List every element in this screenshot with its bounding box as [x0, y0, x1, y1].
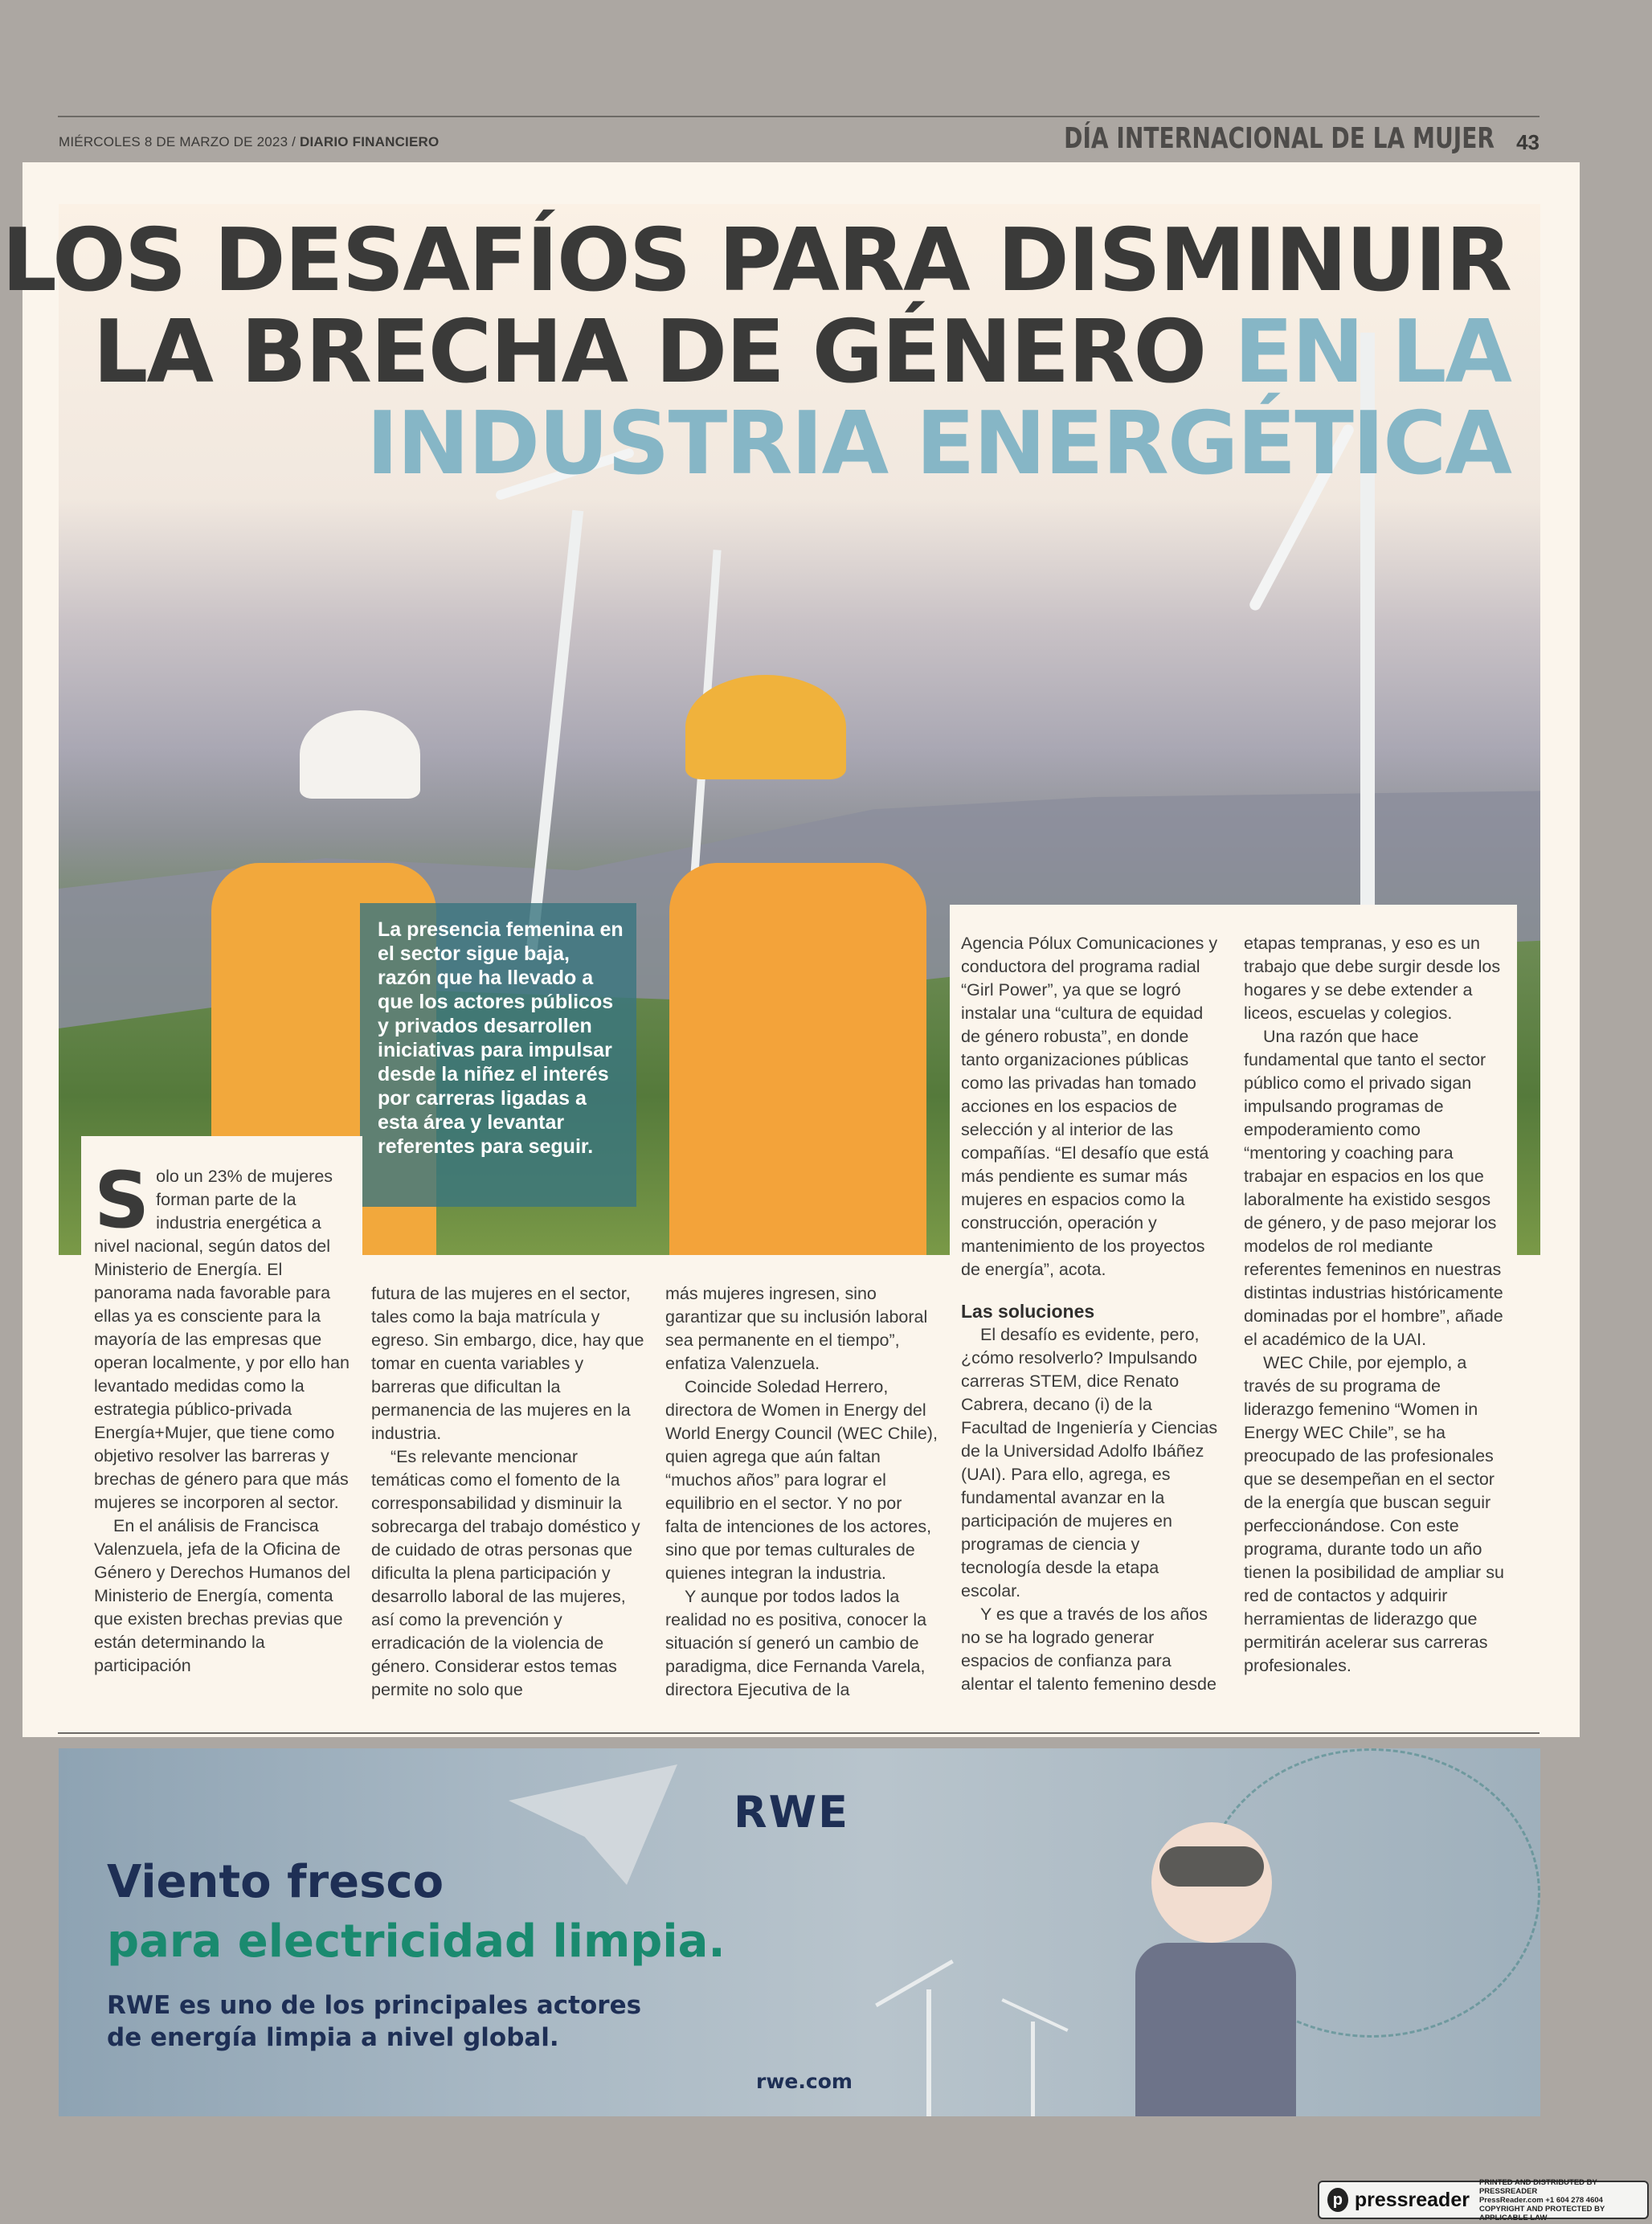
top-rule — [58, 116, 1540, 117]
paragraph: Una razón que hace fundamental que tanto el sector público como el privado sigan impulsando programas de empoderamiento como “mentoring y coaching para trabajar en espacios en los que laboralmente ha existido sesgos de género, y de paso mejorar los modelos de rol mediante referentes femeninos en nuestras distintas industrias históricamente dominadas por el hombre”, añade el académico de la UAI. — [1244, 1027, 1503, 1349]
headline: LOS DESAFÍOS PARA DISMINUIR LA BRECHA DE GÉNERO EN LA INDUSTRIA ENERGÉTICA — [2, 211, 1511, 494]
child-aviator-photo — [1119, 1822, 1328, 2116]
paragraph: Y aunque por todos lados la realidad no es positiva, conocer la situación sí generó un cambio de paradigma, dice Fernanda Varela, directora Ejecutiva de la — [665, 1587, 927, 1699]
pressreader-name: pressreader — [1354, 2188, 1470, 2211]
ad-headline: Viento fresco — [107, 1856, 444, 1908]
section-title: DÍA INTERNACIONAL DE LA MUJER — [1064, 122, 1495, 155]
paragraph: En el análisis de Francisca Valenzuela, jefa de la Oficina de Género y Derechos Humanos del Ministerio de Energía, comenta que existen brechas previas que están determinando la participación — [94, 1516, 351, 1675]
paragraph: WEC Chile, por ejemplo, a través de su programa de liderazgo femenino “Women in Energy WEC Chile”, se ha preocupado de las profesionales que se desempeñan en el sector de la energía que buscan seguir perfeccionándose. Con este programa, durante todo un año tienen la posibilidad de ampliar su red de contactos y adquirir herramientas de liderazgo que permitirán acelerar sus carreras profesionales. — [1244, 1353, 1504, 1675]
paragraph: El desafío es evidente, pero, ¿cómo resolverlo? Impulsando carreras STEM, dice Renato Cabrera, decano (i) de la Facultad de Ingeniería y Ciencias de la Universidad Adolfo Ibáñez (UAI). Para ello, agrega, es fundamental avanzar en la participación de mujeres en programas de ciencia y tecnología desde la etapa escolar. — [961, 1325, 1218, 1601]
drop-cap: S — [94, 1155, 150, 1245]
ad-brand-logo: RWE — [734, 1787, 850, 1838]
paragraph: Coincide Soledad Herrero, directora de Women in Energy del World Energy Council (WEC Chile), quien agrega que aún faltan “muchos años” para lograr el equilibrio en el sector. Y no por falta de intenciones de los actores, sino que por temas culturales de quienes integran la industria. — [665, 1377, 938, 1583]
article-column-3 — [665, 1282, 938, 1716]
pressreader-badge[interactable] — [1318, 2177, 1649, 2222]
article-column-2 — [371, 1282, 648, 1716]
paper-plane-graphic — [509, 1764, 677, 1885]
paragraph: futura de las mujeres en el sector, tales como la baja matrícula y egreso. Sin embargo, dice, hay que tomar en cuenta variables y barreras que dificultan la permanencia de las mujeres en la industria. — [371, 1284, 644, 1443]
pull-quote: La presencia femenina en el sector sigue baja, razón que ha llevado a que los actores públicos y privados desarrollen iniciativas para impulsar desde la niñez el interés por carreras ligadas a esta área y levantar referentes para seguir. — [360, 903, 636, 1207]
ad-body: RWE es uno de los principales actores de energía limpia a nivel global. — [107, 1991, 642, 2052]
ad-url-link[interactable]: rwe.com — [756, 2070, 853, 2093]
article-column-4 — [950, 905, 1233, 1716]
paragraph: “Es relevante mencionar temáticas como el fomento de la corresponsabilidad y disminuir la sobrecarga del trabajo doméstico y de cuidado de otras personas que dificulta la plena participación y desarrollo laboral de las mujeres, así como la prevención y erradicación de la violencia de género. Considerar estos temas permite no solo que — [371, 1447, 640, 1699]
pressreader-notes: PRINTED AND DISTRIBUTED BY PRESSREADER PressReader.com +1 604 278 4604 COPYRIGHT AND PROTECTED BY APPLICABLE LAW — [1478, 2177, 1605, 2222]
ad-subheadline: para electricidad limpia. — [107, 1915, 726, 1968]
bottom-rule — [58, 1732, 1540, 1734]
article-column-5 — [1233, 905, 1517, 1716]
subheading: Las soluciones — [961, 1301, 1095, 1322]
pressreader-logo-icon: p — [1327, 2188, 1348, 2212]
paragraph: etapas tempranas, y eso es un trabajo que debe surgir desde los hogares y se debe extender a liceos, escuelas y colegios. — [1244, 934, 1501, 1023]
article-column-1 — [81, 1136, 362, 1716]
page-number: 43 — [1516, 130, 1540, 154]
header-dateline: MIÉRCOLES 8 DE MARZO DE 2023 / DIARIO FINANCIERO — [59, 134, 440, 149]
paragraph: más mujeres ingresen, sino garantizar que su inclusión laboral sea permanente en el tiempo”, enfatiza Valenzuela. — [665, 1284, 928, 1373]
rwe-advertisement[interactable] — [59, 1748, 1540, 2116]
paragraph: olo un 23% de mujeres forman parte de la industria energética a nivel nacional, según datos del Ministerio de Energía. El panorama nada favorable para ellas ya es consciente para la mayoría de las empresas que operan localmente, y por ello han levantado medidas como la estrategia público-privada Energía+Mujer, que tiene como objetivo resolver las barreras y brechas de género para que más mujeres se incorporen al sector. — [94, 1167, 350, 1512]
paragraph: Agencia Pólux Comunicaciones y conductora del programa radial “Girl Power”, ya que se logró instalar una “cultura de equidad de género robusta”, en donde tanto organizaciones públicas como las privadas han tomado acciones en los espacios de selección y al interior de las compañías. “El desafío que está más pendiente es sumar más mujeres en espacios como la construcción, operación y mantenimiento de los proyectos de energía”, acota. — [961, 934, 1218, 1279]
paragraph: Y es que a través de los años no se ha logrado generar espacios de confianza para alentar el talento femenino desde — [961, 1605, 1217, 1694]
